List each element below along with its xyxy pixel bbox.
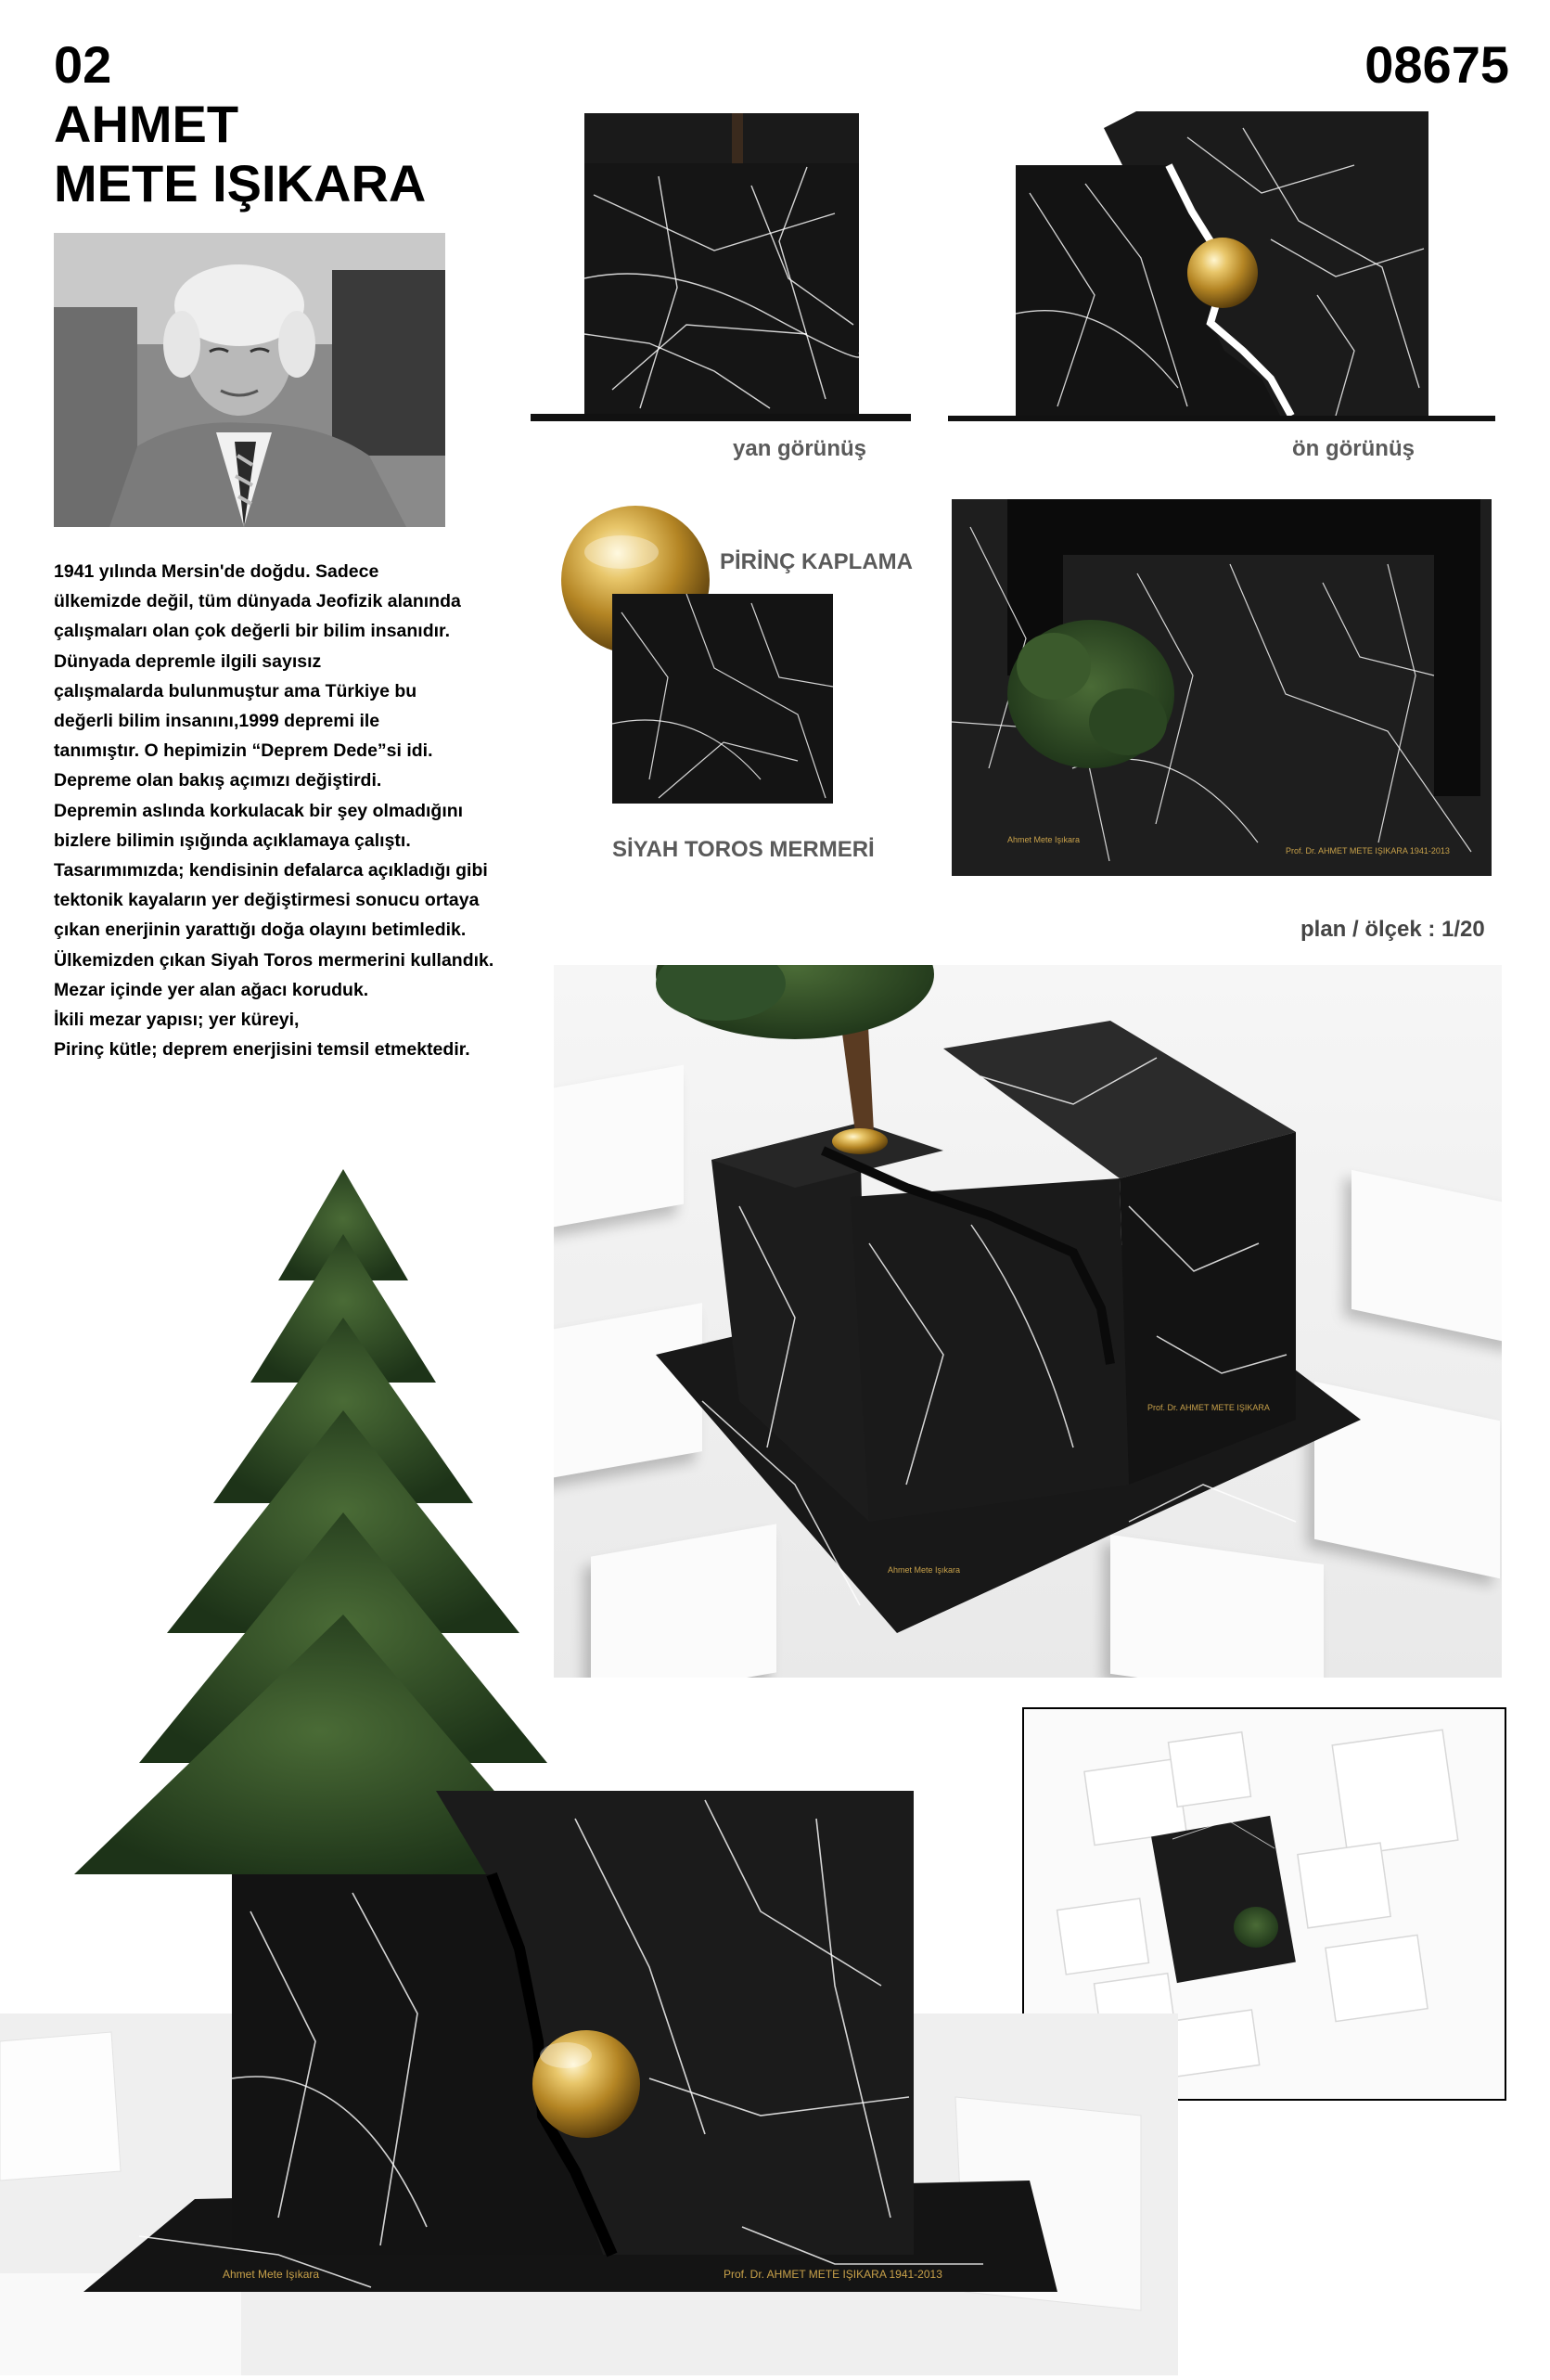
person-name: [54, 95, 426, 213]
bio-line: İkili mezar yapısı; yer küreyi,: [54, 1010, 300, 1031]
front-view-drawing: [946, 109, 1497, 425]
bio-line: Pirinç kütle; deprem enerjisini temsil etmektedir.: [54, 1039, 470, 1061]
bio-line: tektonik kayaların yer değiştirmesi sonucu ortaya: [54, 890, 480, 911]
plan-tree-canopy: [1007, 620, 1174, 768]
design-number: 02: [54, 35, 112, 94]
side-view-label: yan görünüş: [733, 436, 867, 461]
side-view-drawing: [529, 111, 915, 427]
svg-text:Ahmet Mete Işıkara: Ahmet Mete Işıkara: [888, 1565, 961, 1575]
bio-line: tanımıştır. O hepimizin “Deprem Dede”si idi.: [54, 740, 433, 762]
plan-scale-label: plan / ölçek : 1/20: [1300, 917, 1485, 942]
bio-line: 1941 yılında Mersin'de doğdu. Sadece: [54, 561, 379, 582]
svg-text:Prof. Dr. AHMET METE IŞIKARA 1: Prof. Dr. AHMET METE IŞIKARA 1941-2013: [1286, 846, 1450, 856]
biography: [54, 557, 536, 1064]
bio-line: çalışmaları olan çok değerli bir bilim insanıdır.: [54, 621, 450, 642]
front-perspective-render: [0, 1151, 1178, 2375]
svg-text:Prof. Dr. AHMET METE IŞIKARA: Prof. Dr. AHMET METE IŞIKARA: [1147, 1403, 1270, 1412]
person-name-line2: METE IŞIKARA: [54, 154, 427, 212]
brass-label: PİRİNÇ KAPLAMA: [720, 549, 913, 574]
svg-text:Ahmet Mete Işıkara: Ahmet Mete Işıkara: [1007, 835, 1081, 844]
bio-line: Dünyada depremle ilgili sayısız: [54, 650, 322, 672]
svg-text:Ahmet Mete Işıkara: Ahmet Mete Işıkara: [223, 2268, 320, 2281]
bio-line: ülkemizde değil, tüm dünyada Jeofizik alanında: [54, 591, 461, 612]
bio-line: çıkan enerjinin yarattığı doğa olayını betimledik.: [54, 920, 467, 941]
portrait-photo: [54, 233, 445, 527]
entry-code: 08675: [1364, 35, 1509, 94]
plan-view-drawing: [952, 490, 1495, 878]
bio-line: Depremin aslında korkulacak bir şey olmadığını: [54, 800, 464, 821]
front-view-label: ön görünüş: [1292, 436, 1415, 461]
bio-line: Mezar içinde yer alan ağacı koruduk.: [54, 979, 369, 1000]
bio-line: Depreme olan bakış açımızı değiştirdi.: [54, 770, 382, 791]
person-name-line1: AHMET: [54, 95, 239, 153]
marble-sample: [612, 594, 833, 804]
marble-label: SİYAH TOROS MERMERİ: [612, 837, 875, 862]
svg-text:Prof. Dr. AHMET METE IŞIKARA 1: Prof. Dr. AHMET METE IŞIKARA 1941-2013: [724, 2268, 942, 2281]
bio-line: değerli bilim insanını,1999 depremi ile: [54, 711, 380, 732]
bio-line: bizlere bilimin ışığında açıklamaya çalıştı.: [54, 830, 411, 851]
bio-line: Ülkemizden çıkan Siyah Toros mermerini kullandık.: [54, 949, 494, 971]
bio-line: çalışmalarda bulunmuştur ama Türkiye bu: [54, 680, 417, 701]
bio-line: Tasarımımızda; kendisinin defalarca açıkladığı gibi: [54, 860, 488, 881]
